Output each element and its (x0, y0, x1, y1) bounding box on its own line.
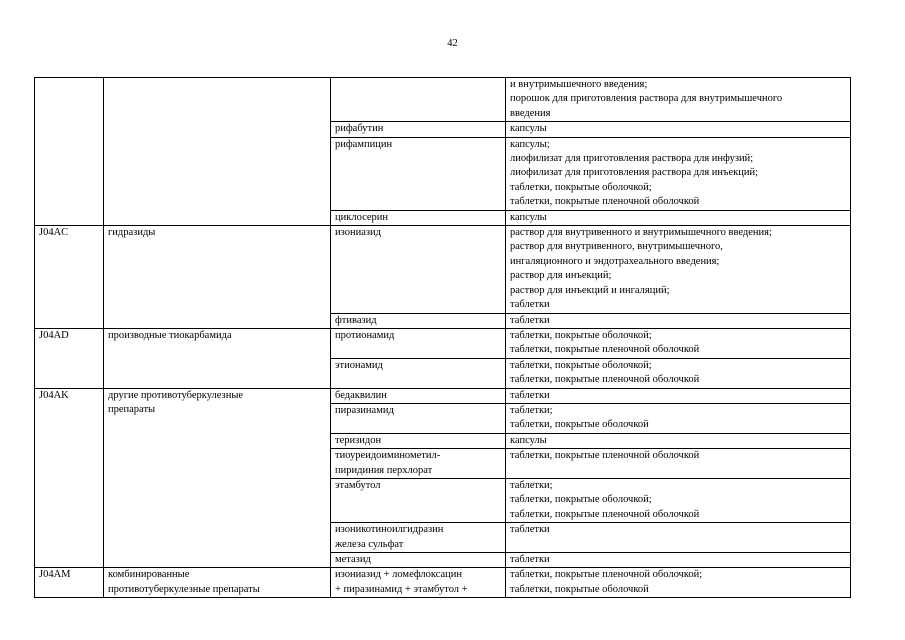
atc-code-cell: J04AM (35, 568, 104, 598)
dosage-forms-cell: капсулы (506, 210, 851, 225)
dosage-forms-cell: таблетки, покрытые оболочкой; таблетки, покрытые пленочной оболочкой (506, 358, 851, 388)
group-cell: производные тиокарбамида (104, 328, 331, 388)
drug-cell: рифабутин (331, 122, 506, 137)
dosage-forms-cell: раствор для внутривенного и внутримышечного введения; раствор для внутривенного, внутримышечного, ингаляционного и эндотрахеального введения; раствор для инъекций; раствор для инъекций и ингаляций; таблетки (506, 226, 851, 313)
group-cell: комбинированные противотуберкулезные препараты (104, 568, 331, 598)
dosage-forms-cell: таблетки (506, 523, 851, 553)
dosage-forms-cell: таблетки, покрытые пленочной оболочкой; таблетки, покрытые оболочкой (506, 568, 851, 598)
drug-cell: рифампицин (331, 137, 506, 210)
atc-code-cell (35, 78, 104, 226)
drug-cell: пиразинамид (331, 403, 506, 433)
table-row (35, 226, 851, 313)
table-row (35, 568, 851, 598)
dosage-forms-cell: таблетки (506, 313, 851, 328)
dosage-forms-cell: капсулы; лиофилизат для приготовления раствора для инфузий; лиофилизат для приготовления раствора для инъекций; таблетки, покрытые оболочкой; таблетки, покрытые пленочной оболочкой (506, 137, 851, 210)
drug-table (34, 77, 851, 598)
dosage-forms-cell: капсулы (506, 433, 851, 448)
drug-cell: теризидон (331, 433, 506, 448)
dosage-forms-cell: капсулы (506, 122, 851, 137)
drug-cell: фтивазид (331, 313, 506, 328)
table-row (35, 78, 851, 122)
atc-code-cell: J04AD (35, 328, 104, 388)
drug-cell: метазид (331, 553, 506, 568)
drug-cell: этионамид (331, 358, 506, 388)
table-row (35, 328, 851, 358)
drug-cell: изониазид (331, 226, 506, 313)
drug-cell: протионамид (331, 328, 506, 358)
dosage-forms-cell: таблетки; таблетки, покрытые оболочкой; таблетки, покрытые пленочной оболочкой (506, 478, 851, 522)
dosage-forms-cell: таблетки; таблетки, покрытые оболочкой (506, 403, 851, 433)
drug-cell: этамбутол (331, 478, 506, 522)
drug-cell: тиоуреидоиминометил- пиридиния перхлорат (331, 449, 506, 479)
atc-code-cell: J04AK (35, 388, 104, 568)
drug-cell (331, 78, 506, 122)
dosage-forms-cell: таблетки (506, 388, 851, 403)
dosage-forms-cell: и внутримышечного введения; порошок для приготовления раствора для внутримышечного введения (506, 78, 851, 122)
group-cell: гидразиды (104, 226, 331, 329)
drug-cell: бедаквилин (331, 388, 506, 403)
dosage-forms-cell: таблетки, покрытые пленочной оболочкой (506, 449, 851, 479)
dosage-forms-cell: таблетки, покрытые оболочкой; таблетки, покрытые пленочной оболочкой (506, 328, 851, 358)
group-cell: другие противотуберкулезные препараты (104, 388, 331, 568)
group-cell (104, 78, 331, 226)
drug-cell: изониазид + ломефлоксацин + пиразинамид + этамбутол + (331, 568, 506, 598)
table-row (35, 388, 851, 403)
drug-cell: циклосерин (331, 210, 506, 225)
page-number: 42 (447, 38, 458, 49)
drug-cell: изоникотиноилгидразин железа сульфат (331, 523, 506, 553)
dosage-forms-cell: таблетки (506, 553, 851, 568)
atc-code-cell: J04AC (35, 226, 104, 329)
